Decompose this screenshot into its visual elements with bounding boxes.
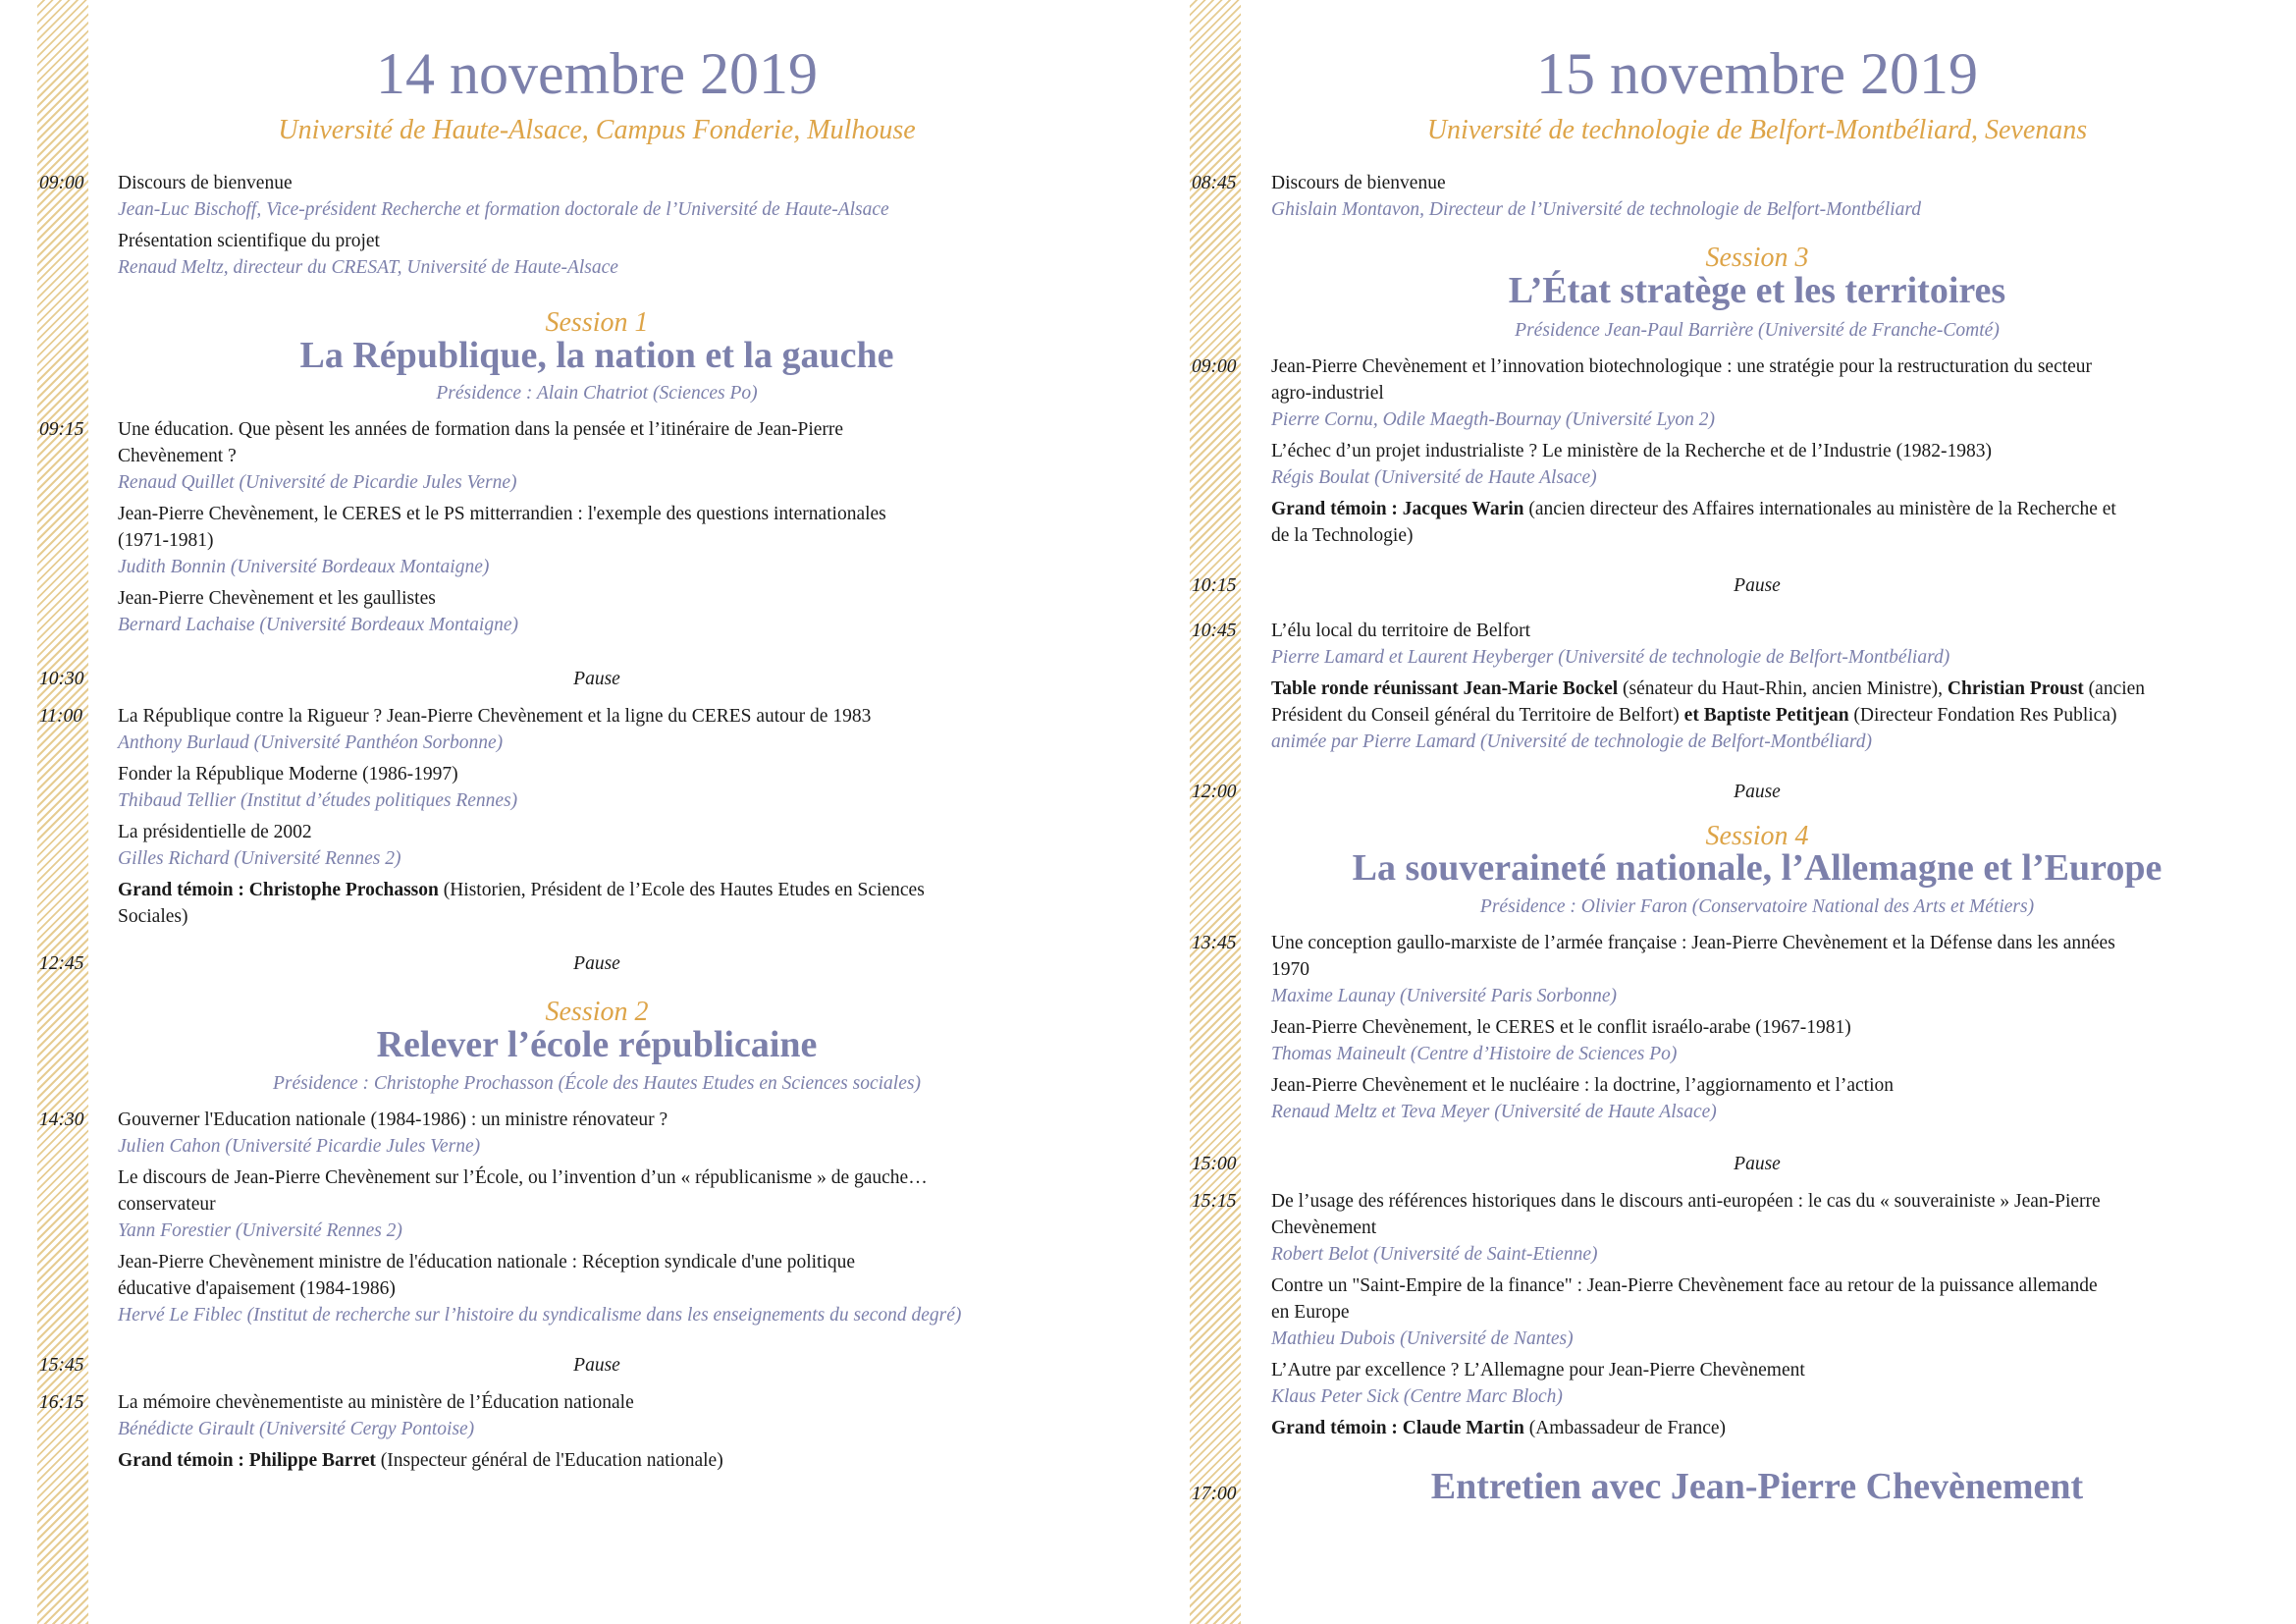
roundtable-name2: Christian Proust [1947,678,2084,699]
s1-talk3-speaker: Bernard Lachaise (Université Bordeaux Montaigne) [118,615,518,635]
day1-date: 14 novembre 2019 [376,41,818,106]
s1-talk2-line2: (1971-1981) [118,530,214,551]
s1-talk6: La présidentielle de 2002 [118,822,312,842]
session4-chair: Présidence : Olivier Faron (Conservatoire National des Arts et Métiers) [1479,896,2035,917]
session2-chair: Présidence : Christophe Prochasson (École des Hautes Etudes en Sciences sociales) [273,1073,921,1094]
roundtable-moderator: animée par Pierre Lamard (Université de technologie de Belfort-Montbéliard) [1271,731,1872,752]
day1-opening: Discours de bienvenue [118,173,293,193]
s4-talk3-speaker: Renaud Meltz et Teva Meyer (Université de Haute Alsace) [1271,1102,1717,1122]
day1-place: Université de Haute-Alsace, Campus Fonderie, Mulhouse [278,115,916,145]
witness-label: Grand témoin : [1271,1418,1403,1438]
session2-title: Relever l’école républicaine [376,1024,818,1065]
s1-talk1-line2: Chevènement ? [118,446,237,466]
s3-talk2-speaker: Régis Boulat (Université de Haute Alsace) [1271,467,1597,488]
day1-pause-1245: Pause [573,953,620,974]
s2-talk4: La mémoire chevènementiste au ministère de l’Éducation nationale [118,1392,634,1413]
witness-name: Christophe Prochasson [248,880,439,900]
session4-label: Session 4 [1705,821,1809,851]
s1-talk3: Jean-Pierre Chevènement et les gaullistes [118,588,436,609]
day2-opening-speaker: Ghislain Montavon, Directeur de l’Université de technologie de Belfort-Montbéliard [1271,199,1921,220]
session2-label: Session 2 [545,997,649,1027]
session3-label: Session 3 [1705,243,1809,273]
s3-talk3-speaker: Pierre Lamard et Laurent Heyberger (Université de technologie de Belfort-Montbéliard) [1271,647,1950,668]
s1-witness-line2: Sociales) [118,906,188,927]
s4-witness [1271,1416,1726,1441]
s4-talk6-speaker: Klaus Peter Sick (Centre Marc Bloch) [1271,1386,1563,1407]
day2-time-1515: 15:15 [1192,1191,1237,1212]
witness-label: Grand témoin : [118,1450,249,1471]
s2-talk2-line2: conservateur [118,1194,216,1215]
session1-chair: Présidence : Alain Chatriot (Sciences Po) [436,383,758,404]
day1-time-1615: 16:15 [39,1392,84,1413]
s4-talk1-line1: Une conception gaullo-marxiste de l’armée française : Jean-Pierre Chevènement et la Défense dans les années [1271,933,2115,953]
s4-talk5-line2: en Europe [1271,1302,1350,1323]
day2-time-1500: 15:00 [1192,1154,1237,1174]
s4-talk6: L’Autre par excellence ? L’Allemagne pour Jean-Pierre Chevènement [1271,1360,1805,1380]
day1-pause-1030: Pause [573,669,620,689]
s3-talk1-line2: agro-industriel [1271,383,1384,404]
closing-interview-title: Entretien avec Jean-Pierre Chevènement [1430,1466,2084,1507]
day2-pause-1500: Pause [1734,1154,1781,1174]
s4-talk1-speaker: Maxime Launay (Université Paris Sorbonne) [1271,986,1618,1006]
witness-name: Claude Martin [1402,1418,1524,1438]
s4-talk3: Jean-Pierre Chevènement et le nucléaire : la doctrine, l’aggiornamento et l’action [1271,1075,1895,1096]
s1-talk2-line1: Jean-Pierre Chevènement, le CERES et le PS mitterrandien : l'exemple des questions internationales [118,504,886,524]
s2-talk2-line1: Le discours de Jean-Pierre Chevènement sur l’École, ou l’invention d’un « républicanisme » de gauche… [118,1167,928,1188]
session3-chair: Présidence Jean-Paul Barrière (Université de Franche-Comté) [1515,320,2000,341]
day1-time-1030: 10:30 [39,669,84,689]
right-decorative-stripe [1190,0,1241,1624]
s4-talk2: Jean-Pierre Chevènement, le CERES et le conflit israélo-arabe (1967-1981) [1271,1017,1851,1038]
roundtable-role3: (Directeur Fondation Res Publica) [1848,705,2117,726]
day2-time-1045: 10:45 [1192,621,1237,641]
s1-talk4-speaker: Anthony Burlaud (Université Panthéon Sorbonne) [118,732,504,753]
day2-time-0900: 09:00 [1192,356,1237,377]
witness-name: Jacques Warin [1402,499,1524,519]
day2-time-1700: 17:00 [1192,1484,1237,1504]
witness-role: (Ambassadeur de France) [1523,1418,1727,1438]
s4-talk4-speaker: Robert Belot (Université de Saint-Etienne) [1271,1244,1598,1265]
s1-talk1-speaker: Renaud Quillet (Université de Picardie Jules Verne) [118,472,517,493]
day1-opening-speaker: Jean-Luc Bischoff, Vice-président Recherche et formation doctorale de l’Université de Haute-Alsace [118,199,889,220]
day1-time-1430: 14:30 [39,1110,84,1130]
s2-witness [118,1448,723,1474]
day1-time-1545: 15:45 [39,1355,84,1376]
s3-talk1-line1: Jean-Pierre Chevènement et l’innovation biotechnologique : une stratégie pour la restructuration du secteur [1271,356,2093,377]
s4-talk4-line2: Chevènement [1271,1218,1377,1238]
day2-date: 15 novembre 2019 [1536,41,1978,106]
day2-pause-1015: Pause [1734,575,1781,596]
session1-label: Session 1 [545,307,649,338]
day2-time-1015: 10:15 [1192,575,1237,596]
s2-talk1-speaker: Julien Cahon (Université Picardie Jules Verne) [118,1136,481,1157]
day2-time-0845: 08:45 [1192,173,1237,193]
s1-talk1-line1: Une éducation. Que pèsent les années de formation dans la pensée et l’itinéraire de Jean-Pierre [118,419,844,440]
day2-time-1345: 13:45 [1192,933,1237,953]
roundtable-name3: et Baptiste Petitjean [1683,705,1849,726]
s4-talk1-line2: 1970 [1271,959,1309,980]
s1-talk4: La République contre la Rigueur ? Jean-Pierre Chevènement et la ligne du CERES autour de 1983 [118,706,872,727]
day1-time-1100: 11:00 [39,706,83,727]
s1-talk5-speaker: Thibaud Tellier (Institut d’études politiques Rennes) [118,790,518,811]
s4-talk5-line1: Contre un "Saint-Empire de la finance" : Jean-Pierre Chevènement face au retour de la puissance allemande [1271,1275,2098,1296]
day1-time-1245: 12:45 [39,953,84,974]
roundtable-role1: (sénateur du Haut-Rhin, ancien Ministre), [1618,678,1948,699]
s3-talk3: L’élu local du territoire de Belfort [1271,621,1531,641]
s2-talk3-speaker: Hervé Le Fiblec (Institut de recherche sur l’histoire du syndicalisme dans les enseignements du second degré) [118,1305,962,1326]
witness-role: (Historien, Président de l’Ecole des Hautes Etudes en Sciences [438,880,925,900]
witness-role: (ancien directeur des Affaires internationales au ministère de la Recherche et [1523,499,2116,519]
roundtable-role2-end: Président du Conseil général du Territoire de Belfort) [1271,705,1684,726]
witness-label: Grand témoin : [1271,499,1403,519]
s1-talk6-speaker: Gilles Richard (Université Rennes 2) [118,848,401,869]
s3-witness [1271,497,2116,522]
s3-talk1-speaker: Pierre Cornu, Odile Maegth-Bournay (Université Lyon 2) [1271,409,1715,430]
day1-time-0900: 09:00 [39,173,84,193]
session1-title: La République, la nation et la gauche [299,335,894,376]
s4-talk2-speaker: Thomas Maineult (Centre d’Histoire de Sciences Po) [1271,1044,1678,1064]
day1-presentation-speaker: Renaud Meltz, directeur du CRESAT, Université de Haute-Alsace [118,257,618,278]
roundtable-intro: Table ronde réunissant Jean-Marie Bockel [1271,678,1619,699]
roundtable-role2-start: (ancien [2083,678,2146,699]
s2-talk1: Gouverner l'Education nationale (1984-1986) : un ministre rénovateur ? [118,1110,668,1130]
s1-talk2-speaker: Judith Bonnin (Université Bordeaux Montaigne) [118,557,490,577]
witness-name: Philippe Barret [248,1450,376,1471]
s1-talk5: Fonder la République Moderne (1986-1997) [118,764,458,785]
s4-talk5-speaker: Mathieu Dubois (Université de Nantes) [1271,1328,1574,1349]
s2-talk3-line2: éducative d'apaisement (1984-1986) [118,1278,396,1299]
day2-opening: Discours de bienvenue [1271,173,1446,193]
s1-witness [118,878,925,903]
witness-role: (Inspecteur général de l'Education nationale) [375,1450,723,1471]
witness-label: Grand témoin : [118,880,249,900]
day2-pause-1200: Pause [1734,782,1781,802]
s2-talk2-speaker: Yann Forestier (Université Rennes 2) [118,1220,402,1241]
day2-place: Université de technologie de Belfort-Montbéliard, Sevenans [1426,115,2088,145]
s3-talk2: L’échec d’un projet industrialiste ? Le ministère de la Recherche et de l’Industrie (1982-1983) [1271,441,1993,461]
session3-title: L’État stratège et les territoires [1508,270,2006,311]
roundtable-line1 [1271,677,2145,702]
day1-presentation: Présentation scientifique du projet [118,231,380,251]
left-decorative-stripe [37,0,88,1624]
s2-talk4-speaker: Bénédicte Girault (Université Cergy Pontoise) [118,1419,475,1439]
s4-talk4-line1: De l’usage des références historiques dans le discours anti-européen : le cas du « souverainiste » Jean-Pierre [1271,1191,2101,1212]
s3-witness-line2: de la Technologie) [1271,525,1414,546]
roundtable-line2 [1271,703,2116,729]
s2-talk3-line1: Jean-Pierre Chevènement ministre de l'éducation nationale : Réception syndicale d'une politique [118,1252,856,1272]
session4-title: La souveraineté nationale, l’Allemagne et l’Europe [1352,847,2163,889]
day2-time-1200: 12:00 [1192,782,1237,802]
day1-time-0915: 09:15 [39,419,84,440]
day1-pause-1545: Pause [573,1355,620,1376]
